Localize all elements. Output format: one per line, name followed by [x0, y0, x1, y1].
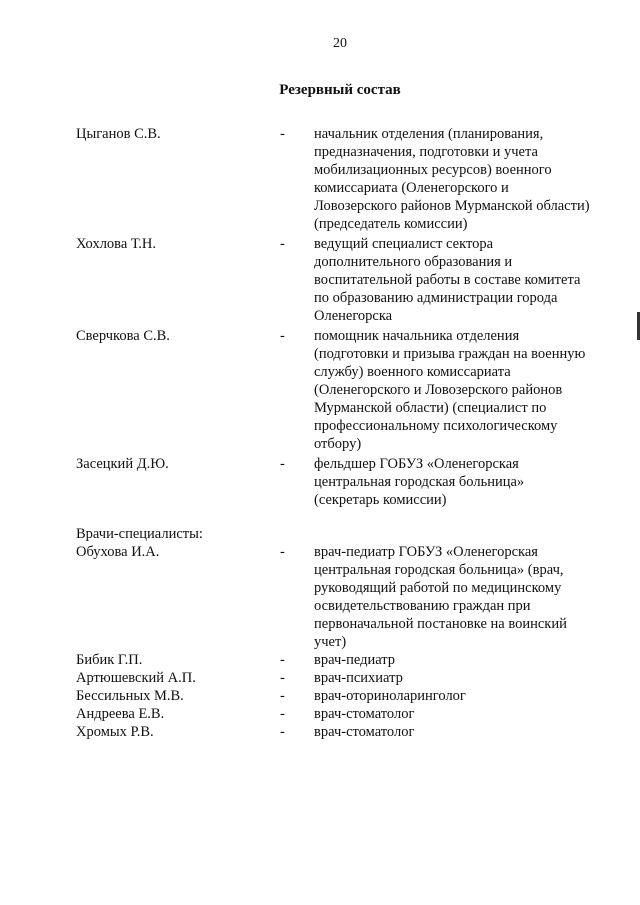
page-number: 20: [333, 36, 347, 51]
specialist-description: врач-оториноларинголог: [314, 688, 466, 704]
specialist-row: [76, 543, 616, 651]
member-name: Сверчкова С.В.: [76, 328, 170, 344]
member-dash: -: [280, 328, 285, 344]
specialists-heading: Врачи-специалисты:: [76, 526, 203, 542]
specialist-description: врач-стоматолог: [314, 706, 415, 722]
section-title: Резервный состав: [279, 82, 401, 98]
specialist-dash: -: [280, 706, 285, 722]
member-name: Засецкий Д.Ю.: [76, 456, 169, 472]
member-row: [76, 327, 616, 453]
specialist-description: врач-психиатр: [314, 670, 403, 686]
specialist-name: Обухова И.А.: [76, 544, 160, 560]
member-row: [76, 455, 616, 509]
member-description: ведущий специалист сектора дополнительного образования и воспитательной работы в составе комитета по образованию администрации города Оленегорска: [314, 236, 581, 324]
member-description: помощник начальника отделения (подготовки и призыва граждан на военную службу) военного комиссариата (Оленегорского и Ловозерского районов Мурманской области) (специалист по профессиональному психологическому отбору): [314, 328, 586, 452]
specialist-name: Андреева Е.В.: [76, 706, 165, 722]
member-dash: -: [280, 236, 285, 252]
specialist-name: Хромых Р.В.: [76, 724, 154, 740]
specialist-dash: -: [280, 544, 285, 560]
specialist-row: [76, 723, 616, 741]
specialist-description: врач-стоматолог: [314, 724, 415, 740]
specialist-name: Артюшевский А.П.: [76, 670, 196, 686]
specialist-row: [76, 651, 616, 669]
member-name: Хохлова Т.Н.: [76, 236, 157, 252]
specialist-dash: -: [280, 652, 285, 668]
specialist-row: [76, 687, 616, 705]
member-row: [76, 235, 616, 325]
member-description: начальник отделения (планирования, предназначения, подготовки и учета мобилизационных ресурсов) военного комиссариата (Оленегорского и Ловозерского районов Мурманской области) (председатель комиссии): [314, 126, 590, 232]
member-description: фельдшер ГОБУЗ «Оленегорская центральная городская больница» (секретарь комиссии): [314, 456, 525, 508]
specialist-description: врач-педиатр: [314, 652, 396, 668]
specialist-dash: -: [280, 724, 285, 740]
member-dash: -: [280, 126, 285, 142]
specialist-dash: -: [280, 688, 285, 704]
specialist-name: Бессильных М.В.: [76, 688, 184, 704]
specialist-dash: -: [280, 670, 285, 686]
member-name: Цыганов С.В.: [76, 126, 161, 142]
member-row: [76, 125, 616, 233]
specialist-row: [76, 669, 616, 687]
specialist-row: [76, 705, 616, 723]
members-list: [76, 125, 616, 741]
specialist-description: врач-педиатр ГОБУЗ «Оленегорская центральная городская больница» (врач, руководящий работой по медицинскому освидетельствованию граждан при первоначальной постановке на воинский учет): [314, 544, 567, 650]
member-dash: -: [280, 456, 285, 472]
specialist-name: Бибик Г.П.: [76, 652, 143, 668]
